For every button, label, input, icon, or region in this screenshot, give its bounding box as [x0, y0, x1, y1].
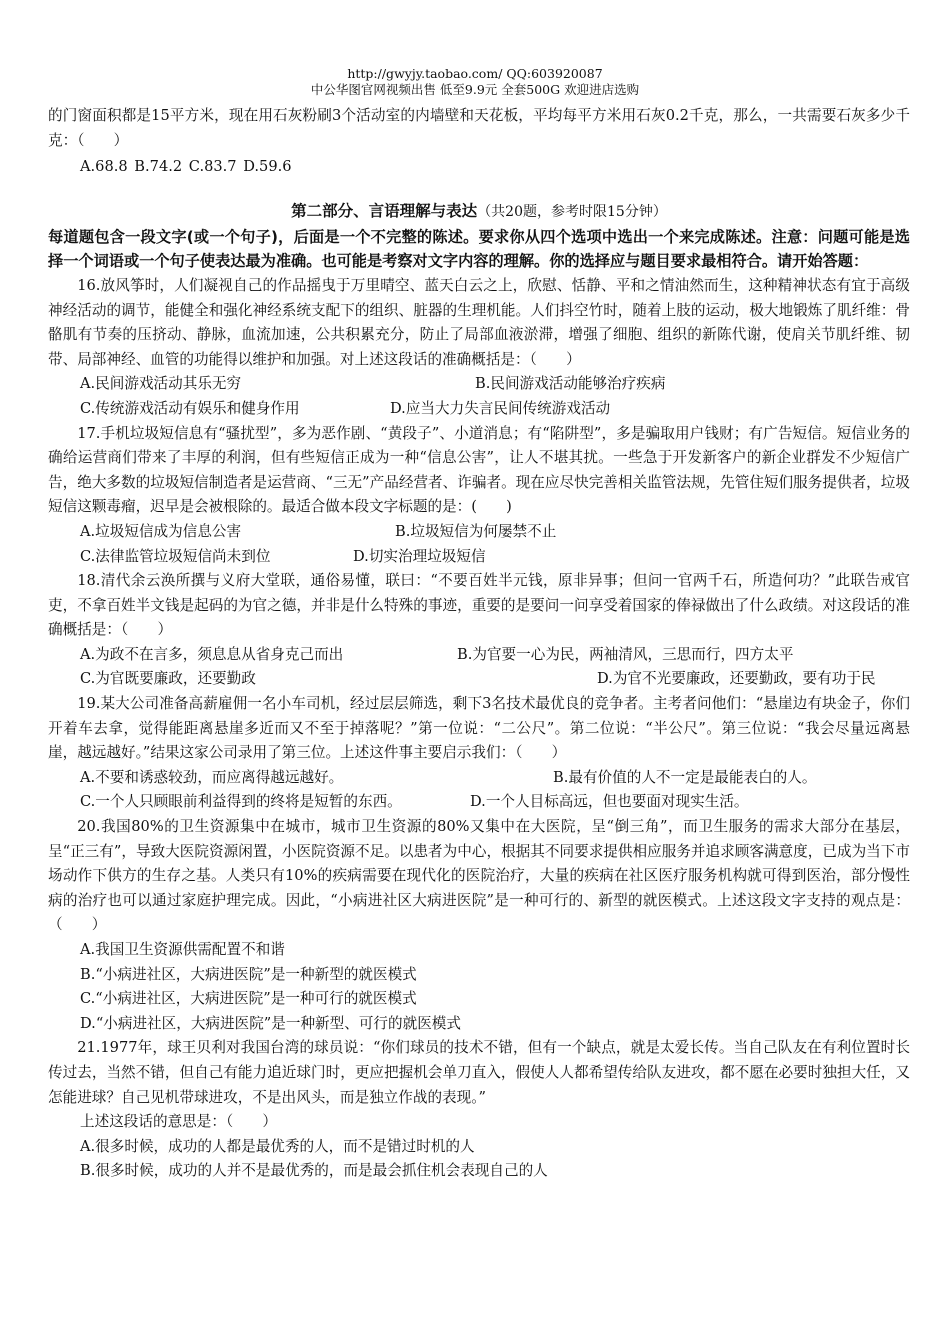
- section-instructions: 每道题包含一段文字(或一个句子)，后面是一个不完整的陈述。要求你从四个选项中选出一个来完成陈述。注意：问题可能是选择一个词语或一个句子使表达最为准确。也可能是考察对文字内容的理解。你的选择应与题目要求最相符合。请开始答题：: [48, 227, 910, 271]
- question-20-stem: 20.我国80%的卫生资源集中在城市，城市卫生资源的80%又集中在大医院，呈“倒三角”，而卫生服务的需求大部分在基层，呈“正三有”，导致大医院资源闲置，小医院资源不足。以患者为中心，根据其不同要求提供相应服务并追求顾客满意度，已成为当下市场动作下供方的生存之基。人类只有10%的疾病需要在现代化的医院治疗，大量的疾病在社区医疗服务机构就可得到医治，部分慢性病的治疗也可以通过家庭护理完成。因此，“小病进社区大病进医院”是一种可行的、新型的就医模式。上述这段文字支持的观点是：（ ）: [48, 818, 910, 934]
- section-note: （共20题，参考时限15分钟）: [477, 203, 667, 220]
- option-a: A.不要和诱惑较劲，而应离得越远越好。: [80, 768, 344, 786]
- question-20-option-a: A.我国卫生资源供需配置不和谐: [80, 941, 285, 958]
- option-c: C.为官既要廉政，还要勤政: [80, 670, 256, 688]
- page-header: [0, 66, 950, 98]
- question-21-option-b: B.很多时候，成功的人并不是最优秀的，而是最会抓住机会表现自己的人: [80, 1162, 548, 1180]
- question-17-options-row2: [48, 545, 910, 570]
- question-21-option-a: A.很多时候，成功的人都是最优秀的人，而不是错过时机的人: [80, 1137, 475, 1155]
- question-18-stem: 18.清代余云涣所撰与义府大堂联，通俗易懂，联曰：“不要百姓半元钱，原非异事；但问一官两千石，所造何功？”此联告戒官吏，不拿百姓半文钱是起码的为官之德，并非是什么特殊的事迹，重要的是要问一问享受着国家的俸禄做出了什么政绩。对这段话的准确概括是：（ ）: [48, 572, 910, 639]
- question-19-stem: 19.某大公司准备高薪雇佣一名小车司机，经过层层筛选，剩下3名技术最优良的竞争者。主考者问他们：“悬崖边有块金子，你们开着车去拿，觉得能距离悬崖多近而又不至于掉落呢？”第一位说：“二公尺”。第二位说：“半公尺”。第三位说：“我会尽量远离悬崖，越远越好。”结果这家公司录用了第三位。上述这件事主要启示我们：（ ）: [48, 695, 910, 762]
- question-19-options-row1: [48, 766, 910, 791]
- option-a: A.为政不在言多，须息息从省身克己而出: [80, 645, 344, 663]
- section-title: 第二部分、言语理解与表达: [291, 200, 478, 220]
- question-16-options-row2: [48, 397, 910, 422]
- question-20-option-d: D.“小病进社区，大病进医院”是一种新型、可行的就医模式: [80, 1014, 461, 1032]
- option-b: B.为官要一心为民，两袖清风，三思而行，四方太平: [457, 645, 794, 663]
- question-16-options-row1: [48, 372, 910, 397]
- option-c: C.传统游戏活动有娱乐和健身作用: [80, 399, 300, 417]
- header-url-line: http://gwyjy.taobao.com/ QQ:603920087: [347, 66, 603, 81]
- option-b: B.垃圾短信为何屡禁不止: [395, 522, 557, 540]
- section-heading: [48, 198, 910, 225]
- option-a: A.垃圾短信成为信息公害: [80, 522, 242, 540]
- page-content: [48, 104, 910, 1184]
- option-c: C.法律监管垃圾短信尚未到位: [80, 547, 271, 565]
- question-17-options-row1: [48, 520, 910, 545]
- question-17-stem: 17.手机垃圾短信息有“骚扰型”，多为恶作剧、“黄段子”、小道消息；有“陷阱型”，多是骗取用户钱财；有广告短信。短信业务的确给运营商们带来了丰厚的利润，但有些短信正成为一种“信息公害”，让人不堪其扰。一些急于开发新客户的新企业群发不少短信广告，绝大多数的垃圾短信制造者是运营商、“三无”产品经营者、诈骗者。现在应尽快完善相关监管法规，先管住短们服务提供者，垃圾短信这颗毒瘤，迟早是会被根除的。最适合做本段文字标题的是：( ): [48, 424, 910, 516]
- question-21-stem: 21.1977年，球王贝利对我国台湾的球员说：“你们球员的技术不错，但有一个缺点，就是太爱长传。当自己队友在有利位置时长传过去，当然不错，但自己有能力追近球门时，更应把握机会单刀直入，假使人人都希望传给队友进攻，都不愿在必要时独担大任，又怎能进球？自己见机带球进攻，不是出风头，而是独立作战的表现。”: [48, 1039, 910, 1106]
- q15-continuation: 的门窗面积都是15平方米，现在用石灰粉刷3个活动室的内墙壁和天花板，平均每平方米用石灰0.2千克，那么，一共需要石灰多少千克：（ ）: [48, 107, 910, 149]
- question-19-options-row2: [48, 790, 910, 815]
- question-21-prompt: 上述这段话的意思是：（ ）: [80, 1113, 278, 1131]
- question-18-options-row2: [48, 667, 910, 692]
- option-b: B.最有价值的人不一定是最能表白的人。: [553, 768, 817, 786]
- header-ad-line: 中公华图官网视频出售 低至9.9元 全套500G 欢迎进店选购: [310, 82, 640, 97]
- option-c: C.一个人只顾眼前利益得到的终将是短暂的东西。: [80, 793, 402, 811]
- option-d: D.切实治理垃圾短信: [353, 547, 486, 565]
- option-a: A.民间游戏活动其乐无穷: [80, 375, 242, 393]
- option-b: B.民间游戏活动能够治疗疾病: [475, 375, 666, 393]
- option-d: D.一个人目标高远，但也要面对现实生活。: [470, 793, 749, 811]
- option-d: D.为官不光要廉政，还要勤政，要有功于民: [597, 670, 876, 688]
- option-d: D.应当大力失言民间传统游戏活动: [390, 399, 611, 417]
- question-20-option-b: B.“小病进社区，大病进医院”是一种新型的就医模式: [80, 965, 417, 983]
- question-16-stem: 16.放风筝时，人们凝视自己的作品摇曳于万里晴空、蓝天白云之上，欣慰、恬静、平和之情油然而生，这种精神状态有宜于高级神经活动的调节，能健全和强化神经系统支配下的组织、脏器的生理机能。人们抖空竹时，随着上肢的运动，极大地锻炼了肌纤维：骨骼肌有节奏的压挤动、静脉，血流加速，公共积累充分，防止了局部血液淤滞，增强了细胞、组织的新陈代谢，使肩关节肌纤维、韧带、局部神经、血管的功能得以维护和加强。对上述这段话的准确概括是：（ ）: [48, 276, 910, 368]
- q15-options: A.68.8 B.74.2 C.83.7 D.59.6: [80, 158, 292, 176]
- question-20-option-c: C.“小病进社区，大病进医院”是一种可行的就医模式: [80, 990, 417, 1008]
- question-18-options-row1: [48, 643, 910, 668]
